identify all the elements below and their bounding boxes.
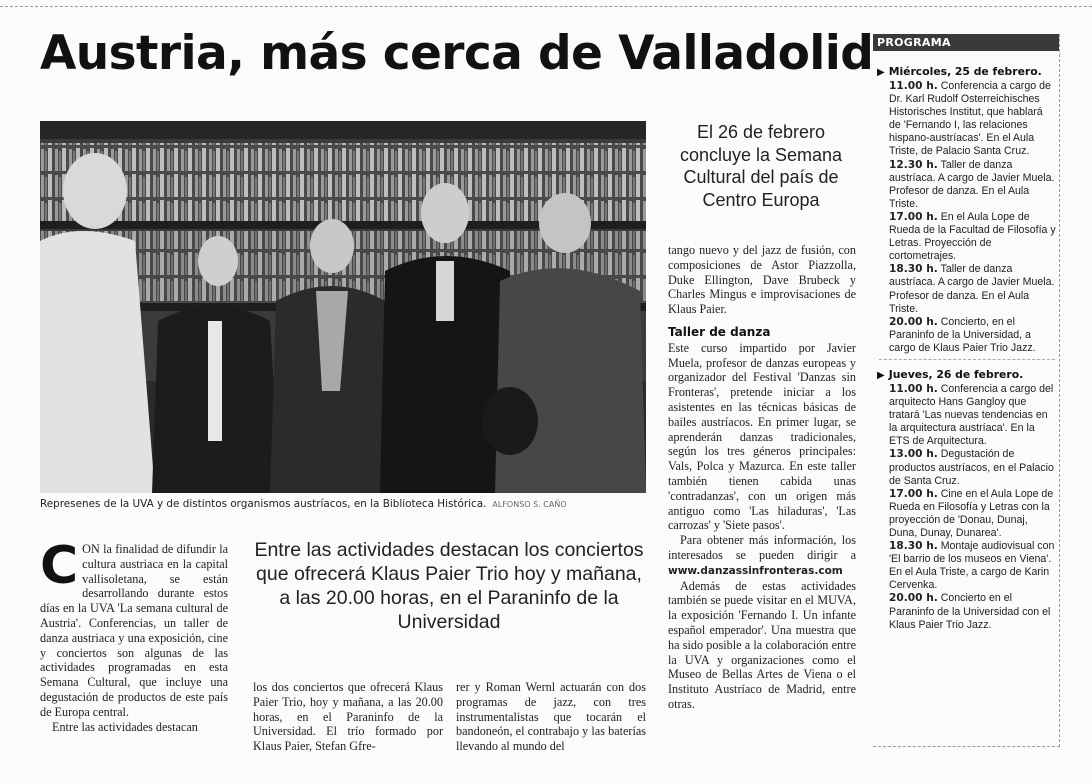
- program-event: [889, 448, 1059, 487]
- article-column-1: [40, 536, 228, 734]
- dashed-divider: [879, 359, 1055, 360]
- paragraph: Este curso impartido por Javier Muela, profesor de danzas europeas y organizador del Festival 'Danzas sin Fronteras', pretende iniciar a los asistentes en las técnicas básicas de bailes austríacos. En primer lugar, se aprenderán danzas tradicionales, según los tres géneros principales: Vals, Polca y Mazurca. En este taller también tienen cabida unas 'contradanzas', con un origen más antiguo como 'Las hiladuras', 'Las carrozas' y 'Siete pasos'.: [668, 340, 856, 533]
- photo-credit: ALFONSO S. CAÑO: [492, 500, 567, 509]
- headline: Austria, más cerca de Valladolid: [40, 26, 874, 81]
- article-column-3: [456, 680, 646, 754]
- event-text: Conferencia a cargo del arquitecto Hans Gangloy que tratará 'Las nuevas tendencias en la arquitectura austríaca'. En la ETS de Arquitectura.: [889, 382, 1054, 448]
- event-text: Degustación de productos austríacos, en el Palacio de Santa Cruz.: [889, 448, 1054, 487]
- event-text: Conferencia a cargo de Dr. Karl Rudolf Osterreichisches Historisches Institut, que hablará de 'Fernando I, las relaciones hispano-austríacas'. En el Aula Triste, de Palacio Santa Cruz.: [889, 80, 1051, 158]
- sidebar-title: PROGRAMA: [873, 34, 1059, 51]
- event-text: En el Aula Lope de Rueda de la Facultad de Filosofía y Letras. Proyección de cortometrajes.: [889, 210, 1056, 263]
- program-event: [889, 263, 1059, 315]
- program-event: [889, 488, 1059, 540]
- website-link[interactable]: www.danzassinfronteras.com: [668, 564, 843, 577]
- day-heading: [877, 65, 1059, 78]
- event-text: Concierto en el Paraninfo de la Universidad con el Klaus Paier Trio Jazz.: [889, 592, 1051, 631]
- program-sidebar: [873, 34, 1060, 747]
- paragraph: [668, 533, 856, 578]
- section-heading: Taller de danza: [668, 324, 771, 339]
- top-dashed-rule: [0, 6, 1092, 7]
- info-text: Para obtener más información, los interesados se pueden dirigir a: [668, 533, 856, 562]
- day-label: Jueves, 26 de febrero.: [888, 367, 1024, 381]
- caption-text: Represenes de la UVA y de distintos organismos austríacos, en la Biblioteca Histórica.: [40, 498, 487, 510]
- program-event: [889, 592, 1059, 631]
- subheadline: El 26 de febrero concluye la Semana Cultural del país de Centro Europa: [679, 122, 843, 210]
- program-event: [889, 211, 1059, 263]
- day-label: Miércoles, 25 de febrero.: [888, 65, 1042, 78]
- event-text: Montaje audiovisual con 'El barrio de los museos en Viena'. En el Aula Triste, a cargo de Karin Cervenka.: [889, 540, 1055, 592]
- triangle-bullet-icon: ▶: [877, 67, 885, 78]
- paragraph: Entre las actividades destacan: [52, 719, 198, 734]
- program-event: [889, 80, 1059, 159]
- event-time: 18.30 h.: [889, 263, 938, 276]
- paragraph: los dos conciertos que ofrecerá Klaus Paier Trio, hoy y mañana, a las 20.00 horas, en el Paraninfo de la Universidad. El trío formado por Klaus Paier, Stefan Gfre-: [253, 680, 443, 754]
- paragraph: rer y Roman Wernl actuarán con dos programas de jazz, con tres instrumentalistas que tocarán el bandoneón, el contrabajo y las baterías llevando al mundo del: [456, 680, 646, 754]
- event-time: 13.00 h.: [889, 448, 938, 461]
- triangle-bullet-icon: ▶: [877, 369, 885, 381]
- event-text: Cine en el Aula Lope de Rueda en Filosofía y Letras con la proyección de 'Donau, Dunaj, Duna, Dunay, Dunarea'.: [889, 487, 1054, 539]
- program-event: [889, 383, 1059, 448]
- pull-quote: Entre las actividades destacan los conciertos que ofrecerá Klaus Paier Trio hoy y mañana, a las 20.00 horas, en el Paraninfo de la Universidad: [254, 539, 644, 633]
- photo-caption: [40, 498, 660, 510]
- day-heading: [877, 368, 1059, 381]
- event-text: Taller de danza austríaca. A cargo de Javier Muela. Profesor de danza. En el Aula Triste.: [889, 158, 1055, 210]
- news-photo: [40, 121, 646, 493]
- event-text: Concierto, en el Paraninfo de la Universidad, a cargo de Klaus Paier Trio Jazz.: [889, 315, 1036, 354]
- event-time: 20.00 h.: [889, 315, 938, 328]
- event-time: 18.30 h.: [889, 540, 938, 553]
- program-event: [889, 159, 1059, 211]
- paragraph: tango nuevo y del jazz de fusión, con composiciones de Astor Piazzolla, Duke Ellington, Dave Brubeck y Charles Mingus e improvisaciones de Klaus Paier.: [668, 243, 856, 317]
- program-event: [889, 316, 1059, 355]
- event-time: 17.00 h.: [889, 210, 938, 223]
- program-event: [889, 540, 1059, 592]
- paragraph: Además de estas actividades también se puede visitar en el MUVA, la exposición 'Fernando I. Un infante español emperador'. Una muestra que ha sido posible a la colaboración entre la UVA y organizaciones como el Museo de Bellas Artes de Viena o el Instituto Austríaco de Madrid, entre otras.: [668, 578, 856, 711]
- event-time: 11.00 h.: [889, 382, 938, 395]
- dropcap: C: [40, 536, 79, 596]
- event-time: 12.30 h.: [889, 158, 938, 171]
- event-text: Taller de danza austríaca. A cargo de Javier Muela. Profesor de danza. En el Aula Triste.: [889, 263, 1055, 315]
- article-column-2: [253, 680, 443, 754]
- article-column-4: [668, 243, 856, 712]
- event-time: 11.00 h.: [889, 80, 938, 92]
- event-time: 17.00 h.: [889, 487, 938, 500]
- paragraph: ON la finalidad de difundir la cultura austriaca en la capital vallisoletana, se están desarrollando durante estos días en la UVA 'La semana cultural de Austria'. Conferencias, un taller de danza austriaca y una exposición, cine y conciertos son algunas de las actividades programadas en esta Semana Cultural, que incluye una degustación de productos de este país de Europa central.: [40, 542, 228, 719]
- event-time: 20.00 h.: [889, 592, 938, 605]
